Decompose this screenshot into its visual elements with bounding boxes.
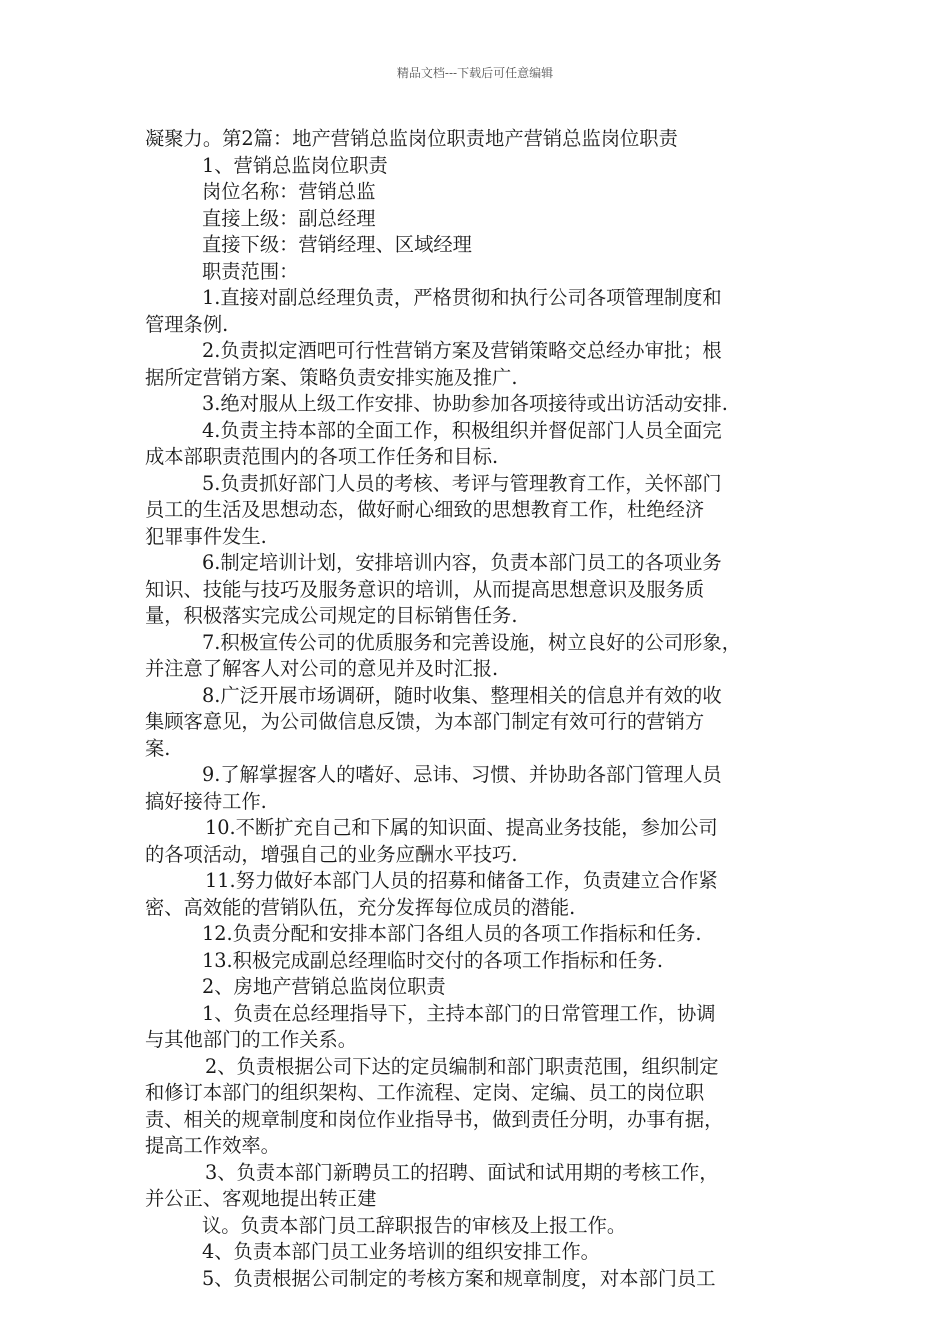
text-line: 并注意了解客人对公司的意见并及时汇报. <box>145 657 499 680</box>
text-line: 直接上级：副总经理 <box>202 206 376 230</box>
paragraph-start: 5.负责抓好部门人员的考核、考评与管理教育工作，关怀部门 <box>202 471 722 495</box>
text-line: 议。负责本部门员工辞职报告的审核及上报工作。 <box>202 1213 627 1237</box>
section-heading: 2、房地产营销总监岗位职责 <box>202 975 446 998</box>
paragraph-start: 2.负责拟定酒吧可行性营销方案及营销策略交总经办审批；根 <box>202 339 722 362</box>
text-line: 岗位名称：营销总监 <box>202 180 376 203</box>
text-line: 职责范围： <box>202 259 299 283</box>
text-line: 成本部职责范围内的各项工作任务和目标. <box>145 445 499 468</box>
paragraph-start: 2、负责根据公司下达的定员编制和部门职责范围，组织制定 <box>205 1054 719 1078</box>
paragraph-start: 5、负责根据公司制定的考核方案和规章制度，对本部门员工 <box>202 1266 716 1290</box>
text-line: 提高工作效率。 <box>145 1134 280 1157</box>
text-line: 直接下级：营销经理、区域经理 <box>202 233 472 256</box>
section-heading: 1、营销总监岗位职责 <box>202 153 388 177</box>
text-line: 责、相关的规章制度和岗位作业指导书，做到责任分明，办事有据， <box>145 1107 724 1131</box>
text-line: 据所定营销方案、策略负责安排实施及推广. <box>145 365 518 389</box>
text-line: 的各项活动，增强自己的业务应酬水平技巧. <box>145 842 518 866</box>
text-line: 管理条例. <box>145 312 229 336</box>
text-line: 集顾客意见，为公司做信息反馈，为本部门制定有效可行的营销方 <box>145 710 705 733</box>
paragraph-start: 1.直接对副总经理负责，严格贯彻和执行公司各项管理制度和 <box>202 286 722 309</box>
text-line: 和修订本部门的组织架构、工作流程、定岗、定编、员工的岗位职 <box>145 1081 705 1104</box>
text-line: 知识、技能与技巧及服务意识的培训，从而提高思想意识及服务质 <box>145 577 705 601</box>
paragraph-start: 3.绝对服从上级工作安排、协助参加各项接待或出访活动安排. <box>202 392 728 415</box>
paragraph-start: 8.广泛开展市场调研，随时收集、整理相关的信息并有效的收 <box>202 683 722 707</box>
text-line: 搞好接待工作. <box>145 789 267 813</box>
paragraph-start: 4.负责主持本部的全面工作，积极组织并督促部门人员全面完 <box>202 418 722 442</box>
text-line: 犯罪事件发生. <box>145 524 267 548</box>
paragraph-start: 7.积极宣传公司的优质服务和完善设施，树立良好的公司形象， <box>202 630 741 654</box>
text-line: 员工的生活及思想动态，做好耐心细致的思想教育工作，杜绝经济 <box>145 498 705 521</box>
paragraph-start: 12.负责分配和安排本部门各组人员的各项工作指标和任务. <box>202 922 702 945</box>
page-header: 精品文档---下载后可任意编辑 <box>396 66 554 80</box>
paragraph-start: 10.不断扩充自己和下属的知识面、提高业务技能，参加公司 <box>205 816 718 839</box>
text-line: 量，积极落实完成公司规定的目标销售任务. <box>145 604 518 627</box>
text-line: 密、高效能的营销队伍，充分发挥每位成员的潜能. <box>145 895 576 919</box>
text-line: 凝聚力。第2篇：地产营销总监岗位职责地产营销总监岗位职责 <box>145 127 678 150</box>
paragraph-start: 1、负责在总经理指导下，主持本部门的日常管理工作，协调 <box>202 1001 716 1025</box>
paragraph-start: 3、负责本部门新聘员工的招聘、面试和试用期的考核工作， <box>205 1160 719 1184</box>
text-line: 与其他部门的工作关系。 <box>145 1028 358 1051</box>
paragraph-start: 11.努力做好本部门人员的招募和储备工作，负责建立合作紧 <box>205 869 718 892</box>
paragraph-start: 9.了解掌握客人的嗜好、忌讳、习惯、并协助各部门管理人员 <box>202 763 722 786</box>
text-line: 并公正、客观地提出转正建 <box>145 1187 377 1210</box>
paragraph-start: 4、负责本部门员工业务培训的组织安排工作。 <box>202 1240 600 1263</box>
paragraph-start: 6.制定培训计划，安排培训内容，负责本部门员工的各项业务 <box>202 551 722 574</box>
paragraph-start: 13.积极完成副总经理临时交付的各项工作指标和任务. <box>202 948 663 972</box>
text-line: 案. <box>145 736 171 760</box>
document-body <box>145 126 807 1292</box>
